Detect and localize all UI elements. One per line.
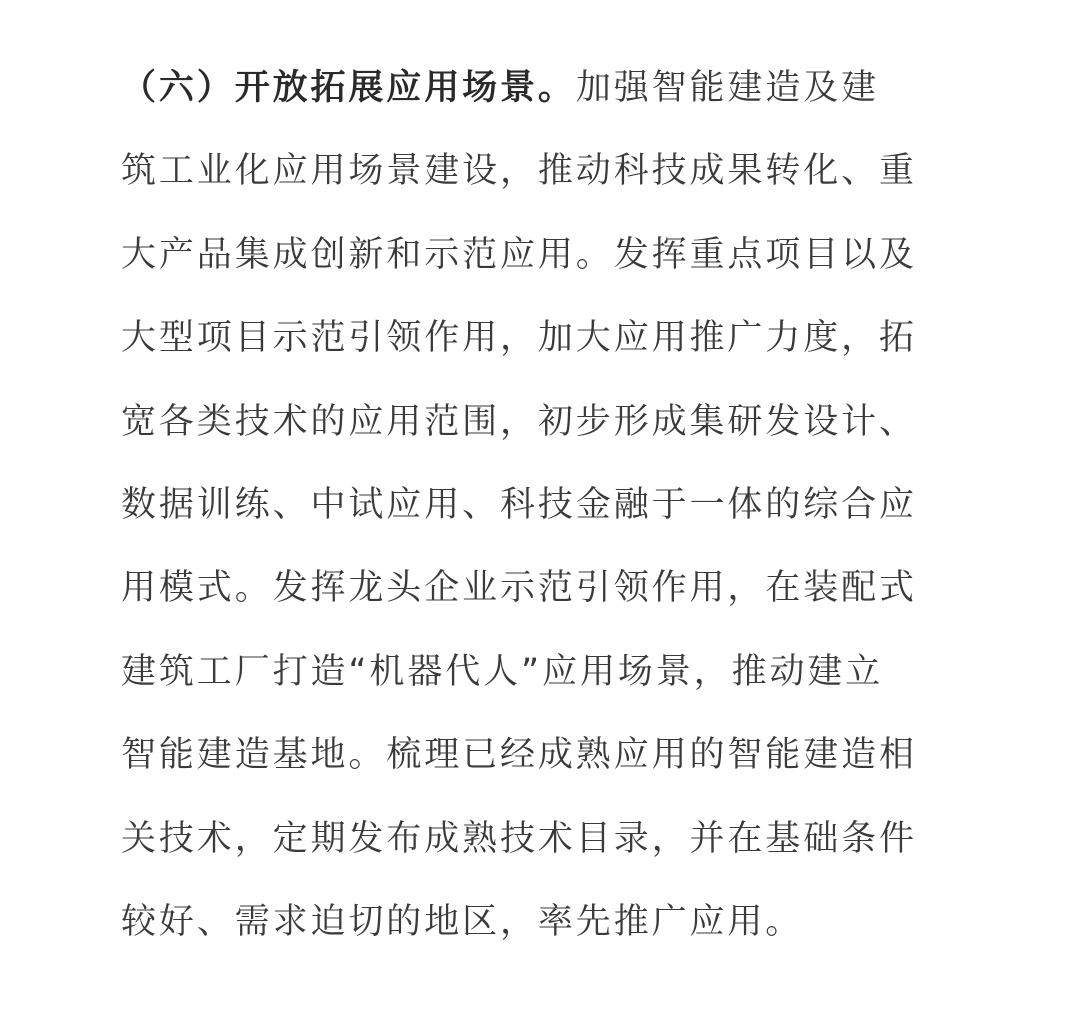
paragraph-line-7: 用模式。发挥龙头企业示范引领作用，在装配式 — [121, 568, 917, 609]
paragraph-line-11: 较好、需求迫切的地区，率先推广应用。 — [121, 901, 804, 942]
paragraph-line-10: 关技术，定期发布成熟技术目录，并在基础条件 — [121, 818, 917, 859]
paragraph-line-8: 建筑工厂打造“机器代人”应用场景，推动建立 — [121, 651, 884, 692]
paragraph-line-3: 大产品集成创新和示范应用。发挥重点项目以及 — [121, 234, 917, 275]
article-paragraph — [121, 62, 961, 979]
paragraph-line-1 — [121, 62, 961, 145]
paragraph-line-4: 大型项目示范引领作用，加大应用推广力度，拓 — [121, 318, 917, 359]
section-heading: （六）开放拓展应用场景。 — [121, 68, 576, 108]
paragraph-text: 加强智能建造及建 — [575, 68, 880, 108]
paragraph-line-9: 智能建造基地。梳理已经成熟应用的智能建造相 — [121, 735, 917, 776]
paragraph-line-2: 筑工业化应用场景建设，推动科技成果转化、重 — [121, 151, 917, 192]
paragraph-line-5: 宽各类技术的应用范围，初步形成集研发设计、 — [121, 401, 917, 442]
paragraph-line-6: 数据训练、中试应用、科技金融于一体的综合应 — [121, 484, 917, 525]
